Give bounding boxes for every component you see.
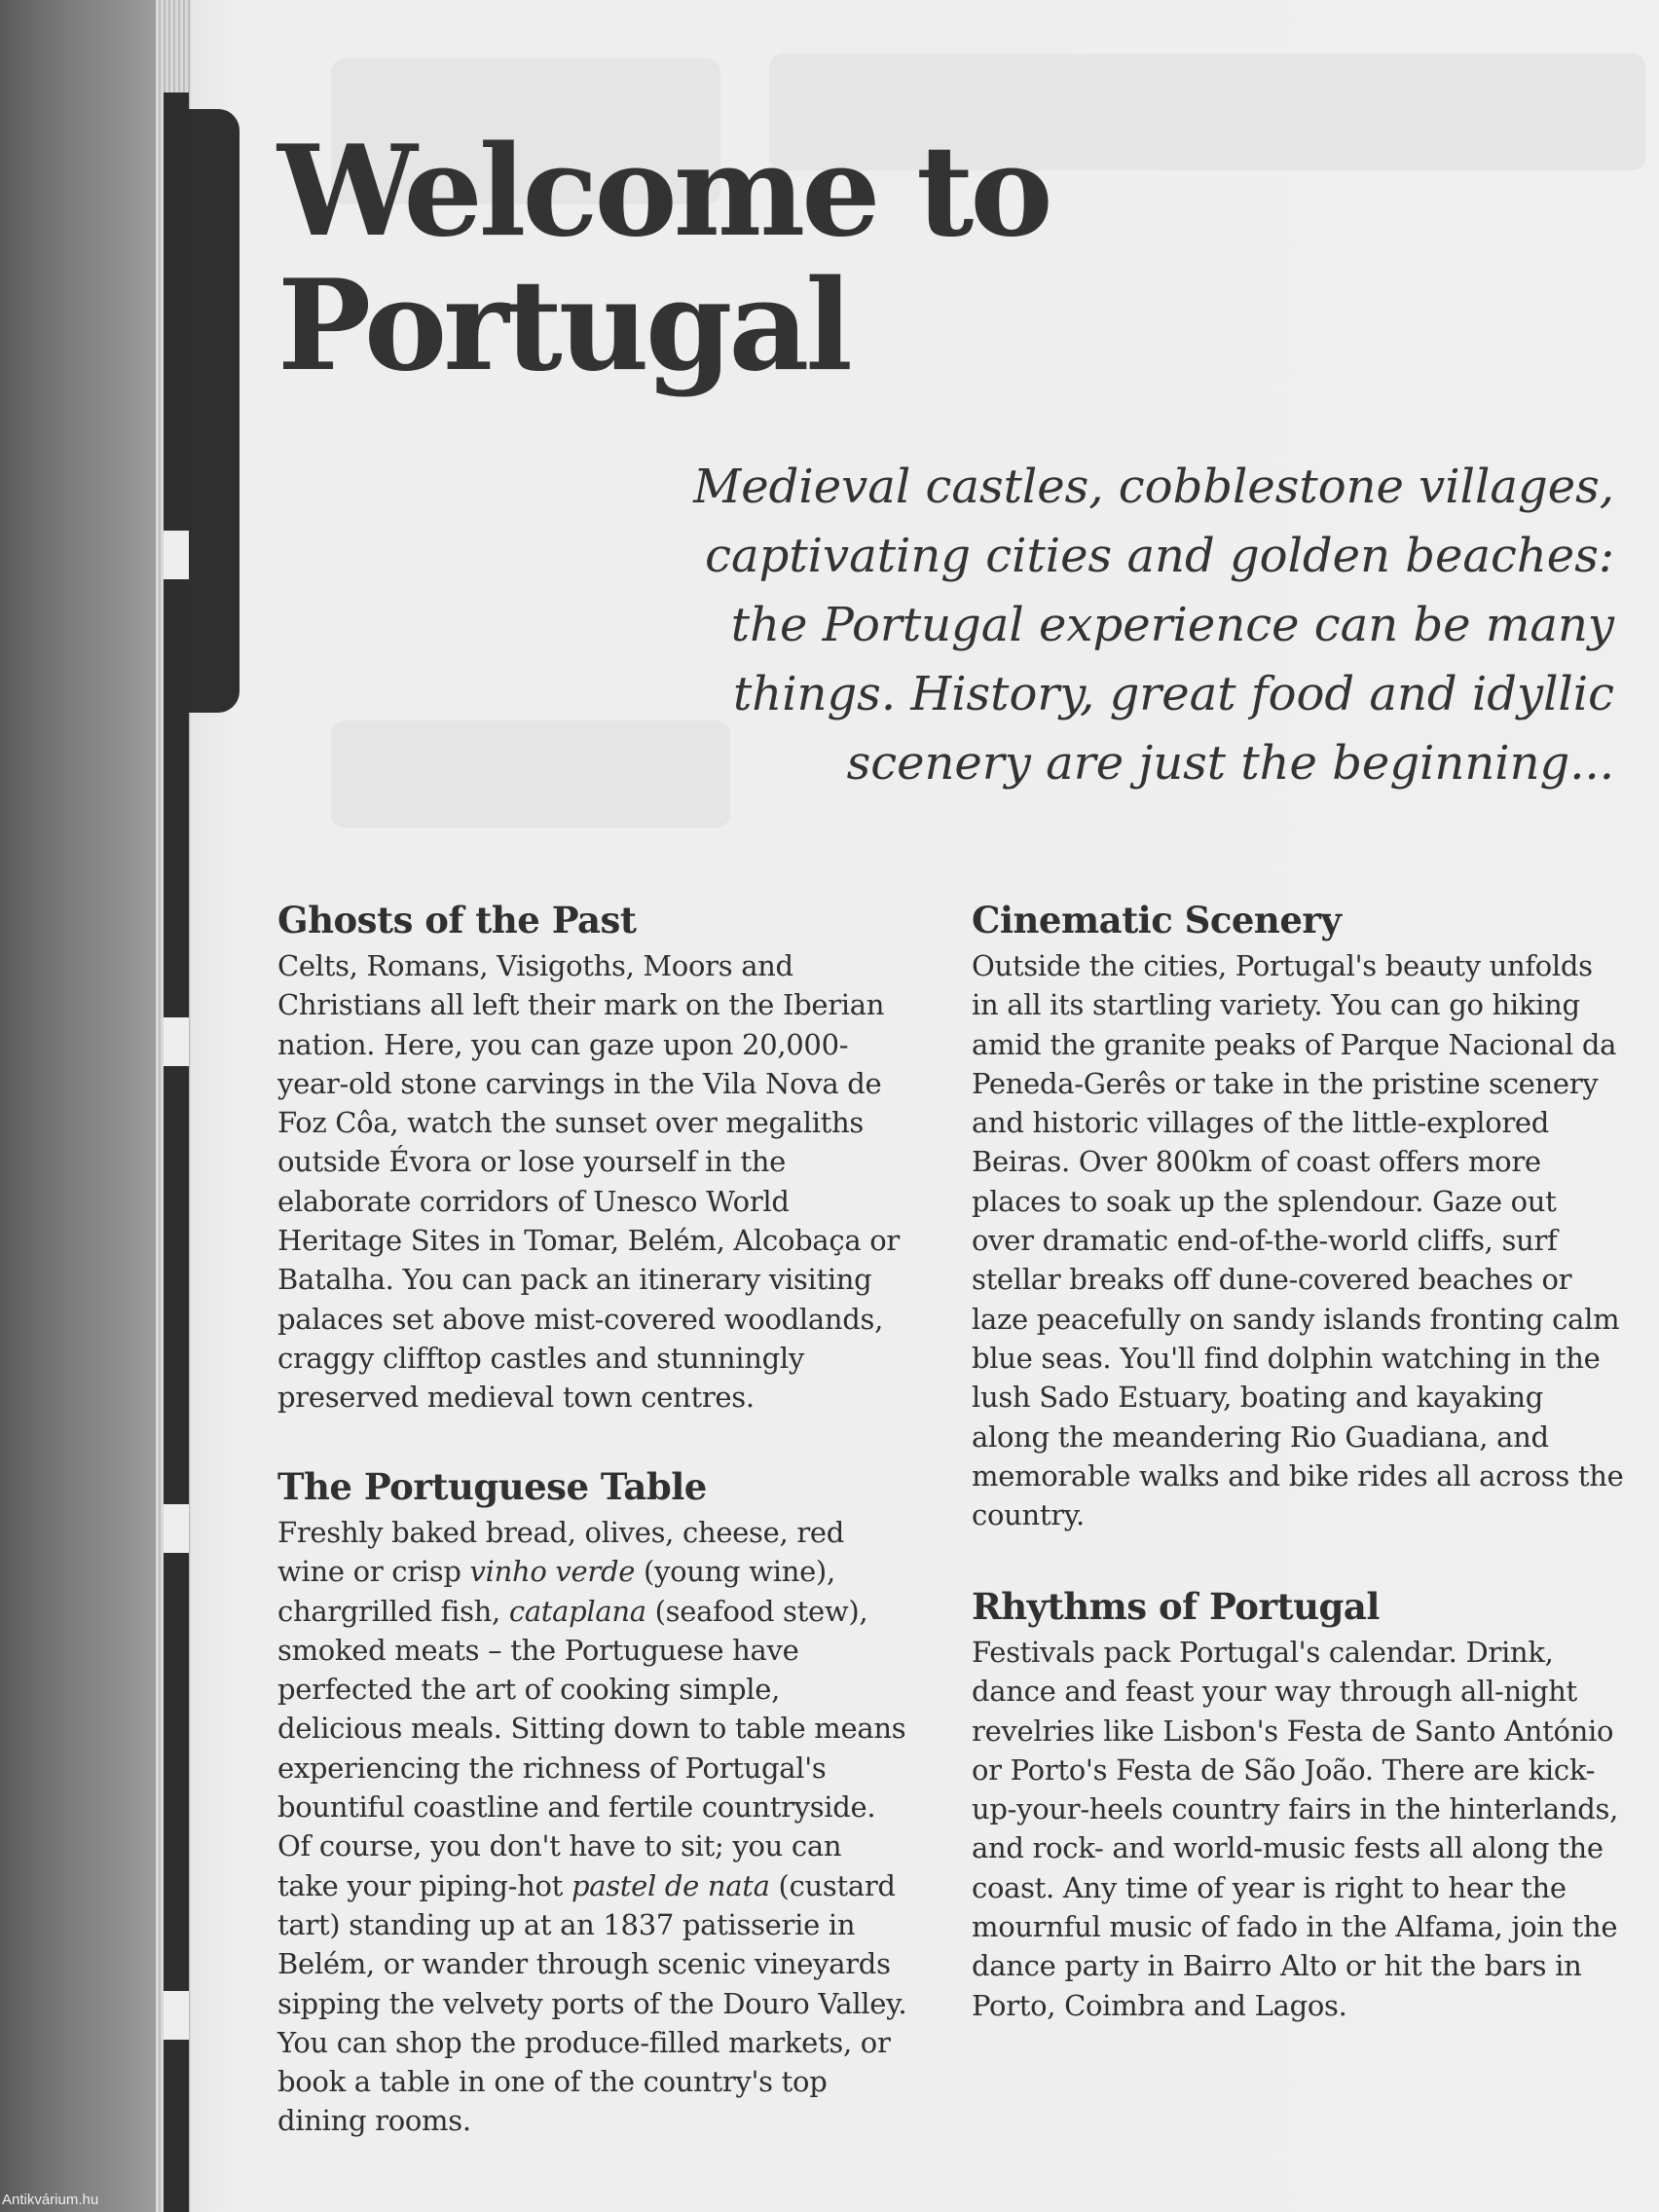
- section-heading: Rhythms of Portugal: [972, 1585, 1380, 1628]
- intro-paragraph: Medieval castles, cobblestone villages, captivating cities and golden beaches: the Portugal experience can be many things. History, great food and idyllic scenery are just the beginning...: [693, 460, 1614, 791]
- section-body: Celts, Romans, Visigoths, Moors and Christians all left their mark on the Iberian nation. Here, you can gaze upon 20,000-year-old stone carvings in the Vila Nova de Foz Côa, watch the sunset over megaliths outside Évora or lose yourself in the elaborate corridors of Unesco World Heritage Sites in Tomar, Belém, Alcobaça or Batalha. You can pack an itinerary visiting palaces set above mist-covered woodlands, craggy clifftop castles and stunningly preserved medieval town centres.: [277, 949, 900, 1415]
- section-rhythms-of-portugal: [972, 1580, 1626, 2025]
- section-body: Festivals pack Portugal's calendar. Drink, dance and feast your way through all-night revelries like Lisbon's Festa de Santo António or Porto's Festa de São João. There are kick-up-your-heels country fairs in the hinterlands, and rock- and world-music fests all along the coast. Any time of year is right to hear the mournful music of fado in the Alfama, join the dance party in Bairro Alto or hit the bars in Porto, Coimbra and Lagos.: [972, 1636, 1619, 2022]
- section-ghosts-of-the-past: [277, 894, 901, 1418]
- body-text: Freshly baked bread, olives, cheese, red wine or crisp: [277, 1516, 845, 1589]
- background-surface: [0, 0, 170, 2212]
- body-term: cataplana: [508, 1594, 646, 1628]
- watermark: Antikvárium.hu: [2, 2192, 99, 2208]
- body-text: (seafood stew), smoked meats – the Portuguese have perfected the art of cooking simple, delicious meals. Sitting down to table means experiencing the richness of Portugal's bountiful coastline and fertile countryside. Of course, you don't have to sit; you can take your piping-hot: [277, 1594, 906, 1902]
- page-edge-stripes: [164, 92, 189, 2212]
- section-heading: Cinematic Scenery: [972, 899, 1342, 941]
- section-heading: The Portuguese Table: [277, 1465, 707, 1508]
- body-text: (young wine), chargrilled fish,: [277, 1555, 835, 1628]
- section-tab: [189, 109, 240, 713]
- title-line-1: Welcome to: [277, 119, 1050, 265]
- body-text: (custard tart) standing up at an 1837 patisserie in Belém, or wander through scenic vineyards sipping the velvety ports of the Douro Valley. You can shop the produce-filled markets, or book a table in one of the country's top dining rooms.: [277, 1868, 907, 2138]
- body-term: vinho verde: [469, 1555, 636, 1589]
- section-portuguese-table: [277, 1460, 910, 2141]
- section-body: [277, 1513, 910, 2141]
- section-cinematic-scenery: [972, 894, 1626, 1534]
- section-heading: Ghosts of the Past: [277, 899, 637, 941]
- page-title: [277, 119, 1050, 399]
- show-through-block: [331, 720, 730, 828]
- body-term: pastel de nata: [571, 1868, 770, 1902]
- section-body: Outside the cities, Portugal's beauty unfolds in all its startling variety. You can go hiking amid the granite peaks of Parque Nacional da Peneda-Gerês or take in the pristine scenery and historic villages of the little-explored Beiras. Over 800km of coast offers more places to soak up the splendour. Gaze out over dramatic end-of-the-world cliffs, surf stellar breaks off dune-covered beaches or laze peacefully on sandy islands fronting calm blue seas. You'll find dolphin watching in the lush Sado Estuary, boating and kayaking along the meandering Rio Guadiana, and memorable walks and bike rides all across the country.: [972, 949, 1624, 1532]
- title-line-2: Portugal: [277, 253, 849, 399]
